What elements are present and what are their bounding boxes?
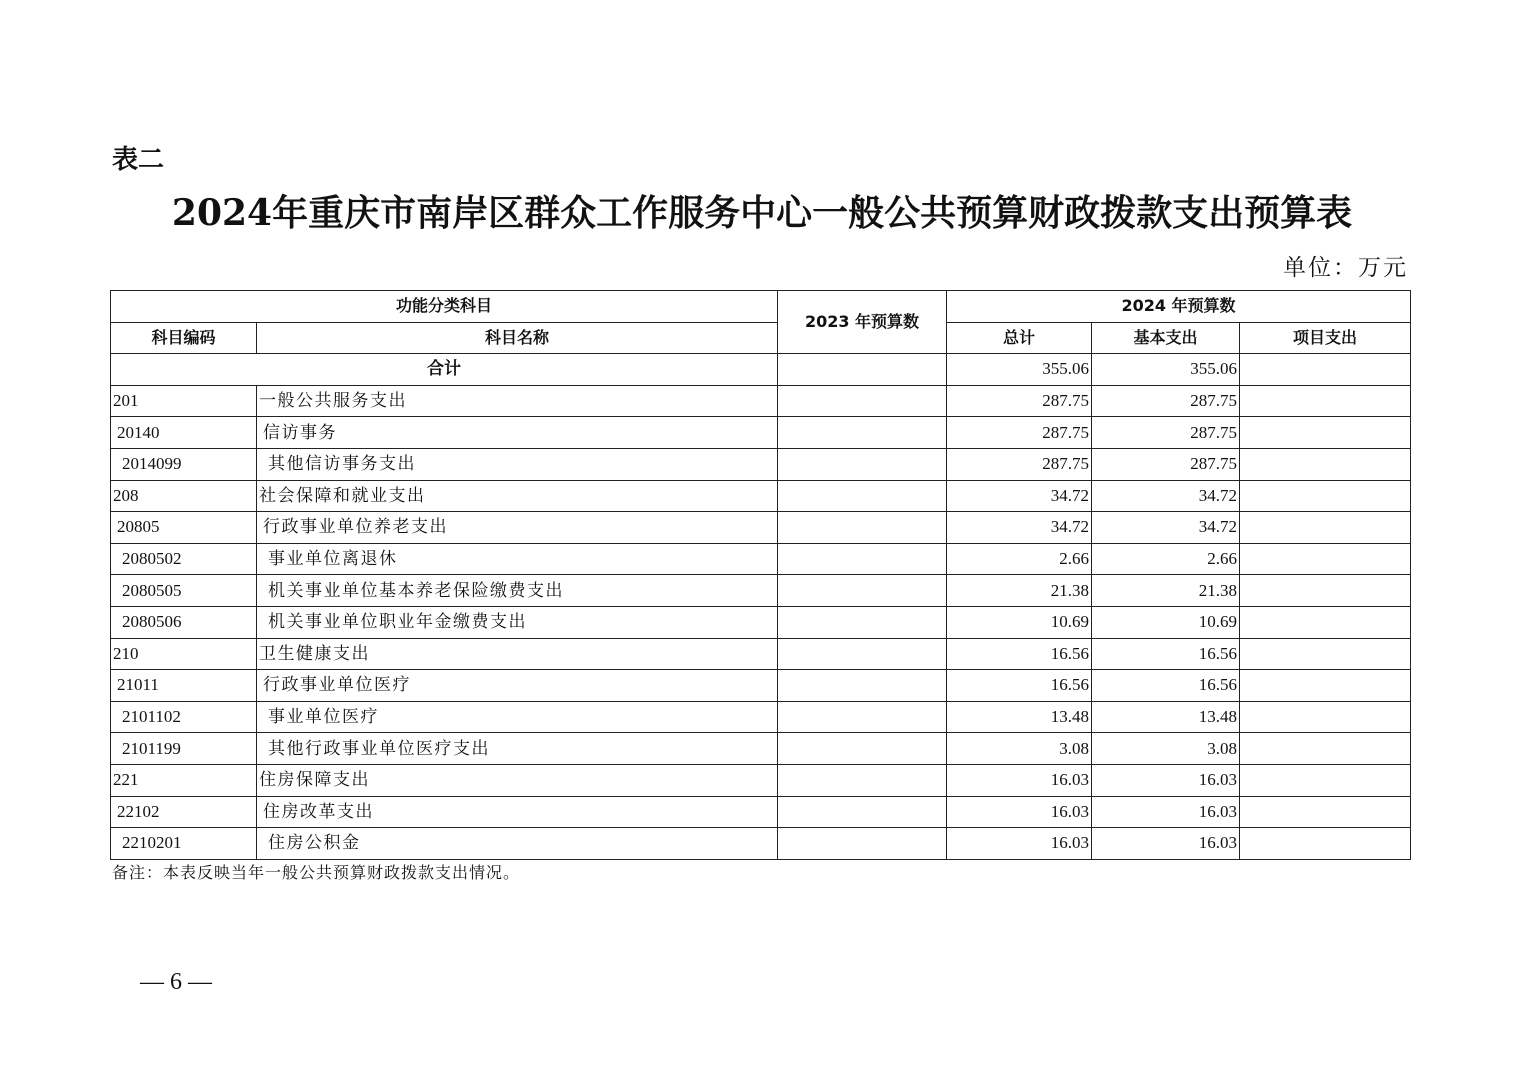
row-total: 16.03 [947, 764, 1092, 796]
row-total: 287.75 [947, 417, 1092, 449]
row-code: 22102 [111, 796, 257, 828]
row-code: 2080502 [111, 543, 257, 575]
row-project [1240, 606, 1411, 638]
table-label: 表二 [112, 145, 165, 175]
row-project [1240, 638, 1411, 670]
row-total: 287.75 [947, 448, 1092, 480]
row-budget-2023 [778, 543, 947, 575]
row-name: 社会保障和就业支出 [257, 480, 778, 512]
row-name: 信访事务 [257, 417, 778, 449]
row-name: 一般公共服务支出 [257, 385, 778, 417]
row-project [1240, 796, 1411, 828]
total-project [1240, 354, 1411, 386]
row-code: 2014099 [111, 448, 257, 480]
row-name: 事业单位医疗 [257, 701, 778, 733]
row-budget-2023 [778, 385, 947, 417]
row-name: 其他行政事业单位医疗支出 [257, 733, 778, 765]
total-row [111, 354, 1411, 386]
row-total: 34.72 [947, 480, 1092, 512]
row-budget-2023 [778, 670, 947, 702]
table-row [111, 670, 1411, 702]
row-basic: 34.72 [1092, 512, 1240, 544]
row-total: 16.56 [947, 670, 1092, 702]
row-name: 机关事业单位职业年金缴费支出 [257, 606, 778, 638]
row-code: 2101199 [111, 733, 257, 765]
table-row [111, 606, 1411, 638]
row-budget-2023 [778, 448, 947, 480]
row-name: 住房改革支出 [257, 796, 778, 828]
row-basic: 13.48 [1092, 701, 1240, 733]
table-row [111, 733, 1411, 765]
budget-table [110, 290, 1411, 860]
row-basic: 34.72 [1092, 480, 1240, 512]
row-project [1240, 733, 1411, 765]
row-budget-2023 [778, 701, 947, 733]
row-budget-2023 [778, 764, 947, 796]
table-row [111, 638, 1411, 670]
row-total: 2.66 [947, 543, 1092, 575]
row-total: 34.72 [947, 512, 1092, 544]
row-name: 行政事业单位养老支出 [257, 512, 778, 544]
row-code: 201 [111, 385, 257, 417]
table-row [111, 828, 1411, 860]
row-total: 3.08 [947, 733, 1092, 765]
row-basic: 287.75 [1092, 448, 1240, 480]
row-code: 20140 [111, 417, 257, 449]
footnote: 备注：本表反映当年一般公共预算财政拨款支出情况。 [112, 863, 521, 882]
row-basic: 16.56 [1092, 670, 1240, 702]
row-total: 16.03 [947, 796, 1092, 828]
row-project [1240, 417, 1411, 449]
row-code: 2080505 [111, 575, 257, 607]
row-basic: 21.38 [1092, 575, 1240, 607]
row-basic: 287.75 [1092, 417, 1240, 449]
row-name: 行政事业单位医疗 [257, 670, 778, 702]
row-basic: 10.69 [1092, 606, 1240, 638]
row-total: 287.75 [947, 385, 1092, 417]
row-budget-2023 [778, 512, 947, 544]
row-basic: 16.56 [1092, 638, 1240, 670]
row-project [1240, 543, 1411, 575]
row-budget-2023 [778, 606, 947, 638]
header-row-2 [111, 322, 1411, 354]
row-basic: 16.03 [1092, 764, 1240, 796]
row-project [1240, 828, 1411, 860]
row-budget-2023 [778, 417, 947, 449]
row-code: 20805 [111, 512, 257, 544]
row-basic: 287.75 [1092, 385, 1240, 417]
total-basic: 355.06 [1092, 354, 1240, 386]
row-budget-2023 [778, 575, 947, 607]
header-budget-2024: 2024 年预算数 [947, 291, 1411, 323]
page-number: — 6 — [140, 969, 212, 995]
header-row-1 [111, 291, 1411, 323]
row-project [1240, 448, 1411, 480]
row-code: 2101102 [111, 701, 257, 733]
row-name: 住房保障支出 [257, 764, 778, 796]
row-project [1240, 764, 1411, 796]
row-basic: 2.66 [1092, 543, 1240, 575]
table-row [111, 480, 1411, 512]
table-row [111, 385, 1411, 417]
table-body [111, 354, 1411, 860]
header-code: 科目编码 [111, 322, 257, 354]
row-total: 13.48 [947, 701, 1092, 733]
row-budget-2023 [778, 480, 947, 512]
row-basic: 3.08 [1092, 733, 1240, 765]
table-row [111, 543, 1411, 575]
table-row [111, 796, 1411, 828]
row-total: 21.38 [947, 575, 1092, 607]
row-project [1240, 480, 1411, 512]
table-row [111, 512, 1411, 544]
row-budget-2023 [778, 638, 947, 670]
header-budget-2023: 2023 年预算数 [778, 291, 947, 354]
row-budget-2023 [778, 828, 947, 860]
unit-label: 单位：万元 [1283, 255, 1408, 281]
row-project [1240, 670, 1411, 702]
header-total: 总计 [947, 322, 1092, 354]
table-row [111, 575, 1411, 607]
row-code: 208 [111, 480, 257, 512]
table-row [111, 701, 1411, 733]
table-row [111, 417, 1411, 449]
total-budget-2023 [778, 354, 947, 386]
row-code: 221 [111, 764, 257, 796]
row-project [1240, 575, 1411, 607]
row-project [1240, 701, 1411, 733]
total-total: 355.06 [947, 354, 1092, 386]
header-basic: 基本支出 [1092, 322, 1240, 354]
row-basic: 16.03 [1092, 828, 1240, 860]
row-code: 21011 [111, 670, 257, 702]
row-project [1240, 385, 1411, 417]
header-name: 科目名称 [257, 322, 778, 354]
row-code: 2210201 [111, 828, 257, 860]
table-row [111, 448, 1411, 480]
table-row [111, 764, 1411, 796]
row-code: 210 [111, 638, 257, 670]
row-total: 16.03 [947, 828, 1092, 860]
row-budget-2023 [778, 733, 947, 765]
row-name: 卫生健康支出 [257, 638, 778, 670]
row-name: 其他信访事务支出 [257, 448, 778, 480]
row-name: 事业单位离退休 [257, 543, 778, 575]
row-budget-2023 [778, 796, 947, 828]
row-total: 10.69 [947, 606, 1092, 638]
header-func-class: 功能分类科目 [111, 291, 778, 323]
header-project: 项目支出 [1240, 322, 1411, 354]
row-code: 2080506 [111, 606, 257, 638]
document-title: 2024年重庆市南岸区群众工作服务中心一般公共预算财政拨款支出预算表 [171, 192, 1353, 234]
row-name: 住房公积金 [257, 828, 778, 860]
row-total: 16.56 [947, 638, 1092, 670]
row-basic: 16.03 [1092, 796, 1240, 828]
row-name: 机关事业单位基本养老保险缴费支出 [257, 575, 778, 607]
row-project [1240, 512, 1411, 544]
total-label: 合计 [111, 354, 778, 386]
